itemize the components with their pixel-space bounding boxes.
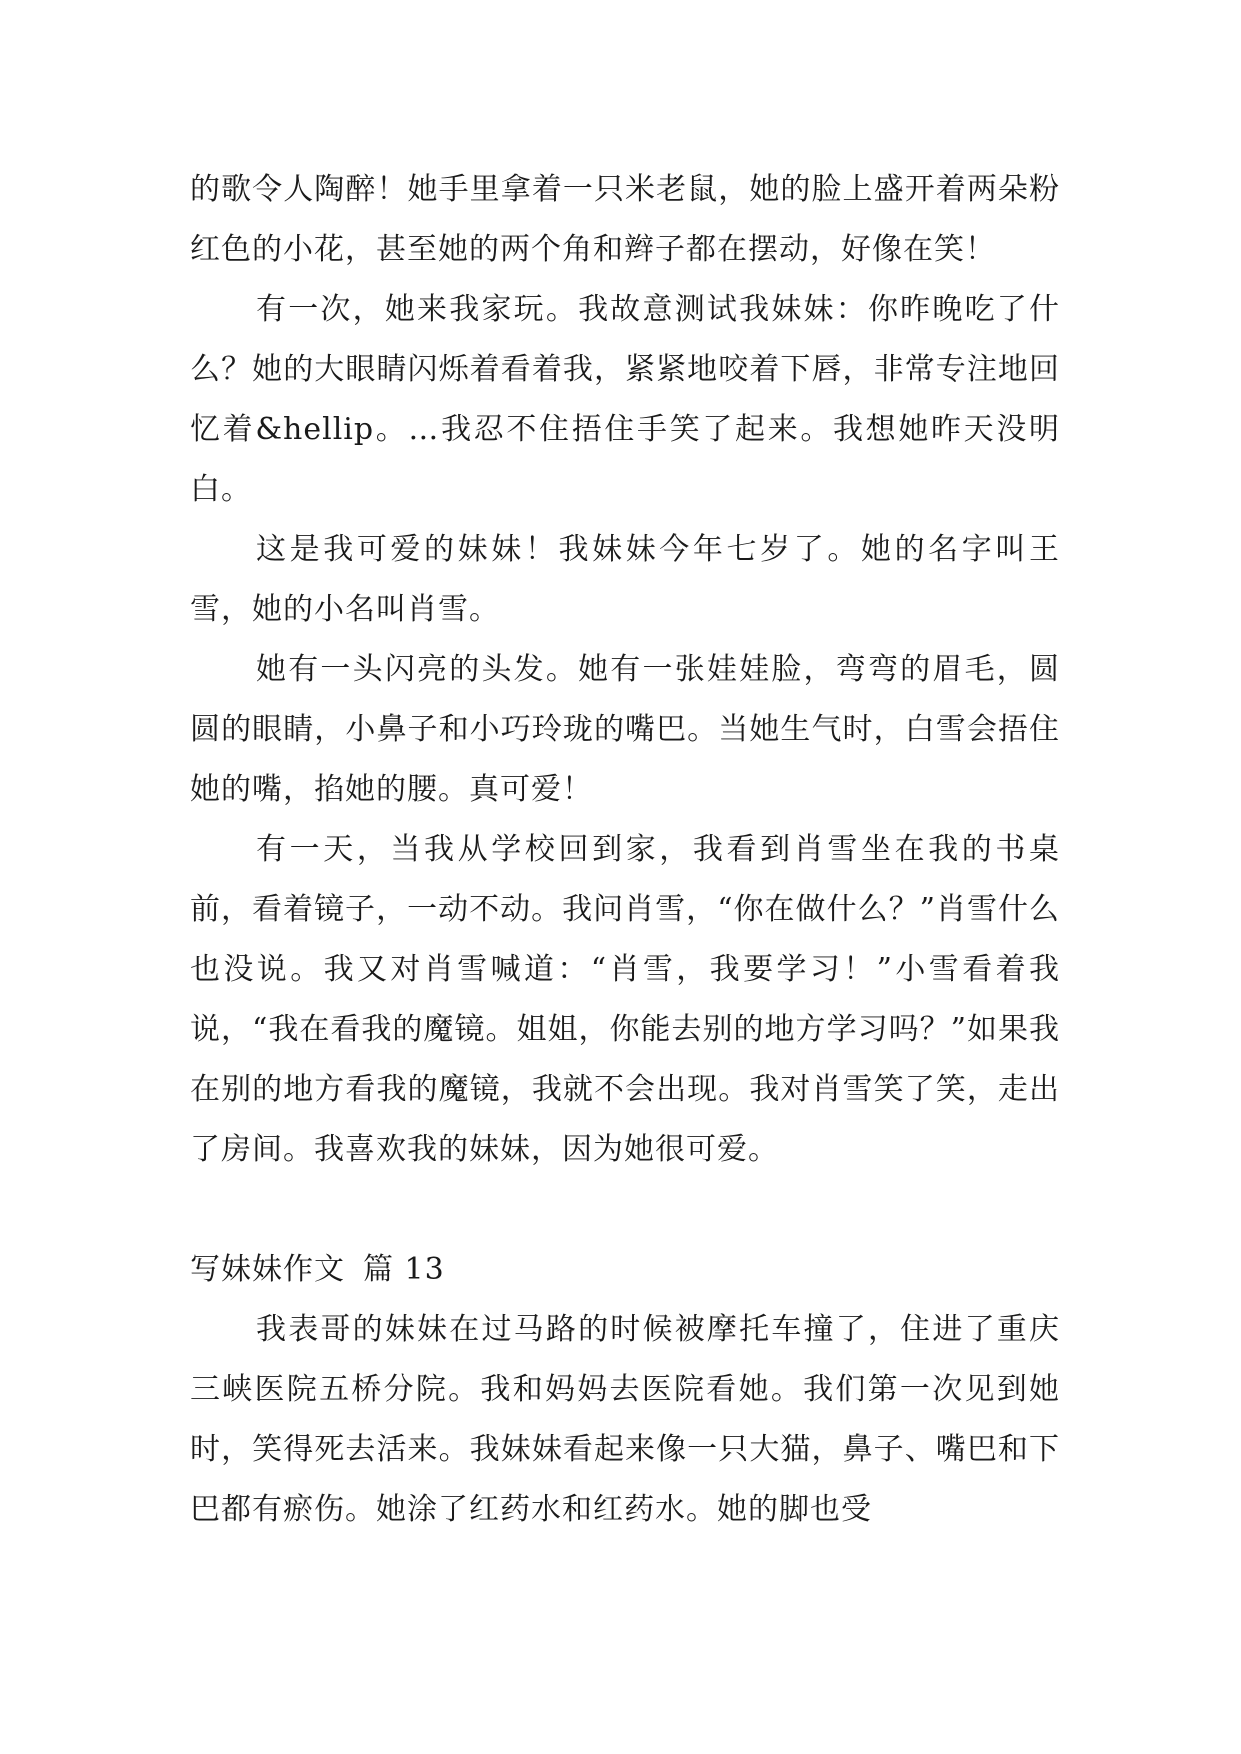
paragraph: 有一天，当我从学校回到家，我看到肖雪坐在我的书桌前，看着镜子，一动不动。我问肖雪，“你在做什么？”肖雪什么也没说。我又对肖雪喊道：“肖雪，我要学习！”小雪看着我说，“我在看我的魔镜。姐姐，你能去别的地方学习吗？”如果我在别的地方看我的魔镜，我就不会出现。我对肖雪笑了笑，走出了房间。我喜欢我的妹妹，因为她很可爱。 [190, 832, 1060, 1167]
section-heading [190, 1240, 1060, 1300]
section-heading-number: 篇 13 [363, 1252, 445, 1287]
paragraph: 我表哥的妹妹在过马路的时候被摩托车撞了，住进了重庆三峡医院五桥分院。我和妈妈去医院看她。我们第一次见到她时，笑得死去活来。我妹妹看起来像一只大猫，鼻子、嘴巴和下巴都有瘀伤。她涂了红药水和红药水。她的脚也受 [190, 1312, 1060, 1527]
paragraph-continuation: 的歌令人陶醉！她手里拿着一只米老鼠，她的脸上盛开着两朵粉红色的小花，甚至她的两个角和辫子都在摆动，好像在笑！ [190, 172, 1060, 267]
section-heading-title: 写妹妹作文 [190, 1252, 345, 1287]
paragraph: 这是我可爱的妹妹！我妹妹今年七岁了。她的名字叫王雪，她的小名叫肖雪。 [190, 532, 1060, 627]
document-body [190, 160, 1060, 1540]
paragraph: 有一次，她来我家玩。我故意测试我妹妹：你昨晚吃了什么？她的大眼睛闪烁着看着我，紧紧地咬着下唇，非常专注地回忆着&hellip。…我忍不住捂住手笑了起来。我想她昨天没明白。 [190, 292, 1060, 507]
paragraph: 她有一头闪亮的头发。她有一张娃娃脸，弯弯的眉毛，圆圆的眼睛，小鼻子和小巧玲珑的嘴巴。当她生气时，白雪会捂住她的嘴，掐她的腰。真可爱！ [190, 652, 1060, 807]
